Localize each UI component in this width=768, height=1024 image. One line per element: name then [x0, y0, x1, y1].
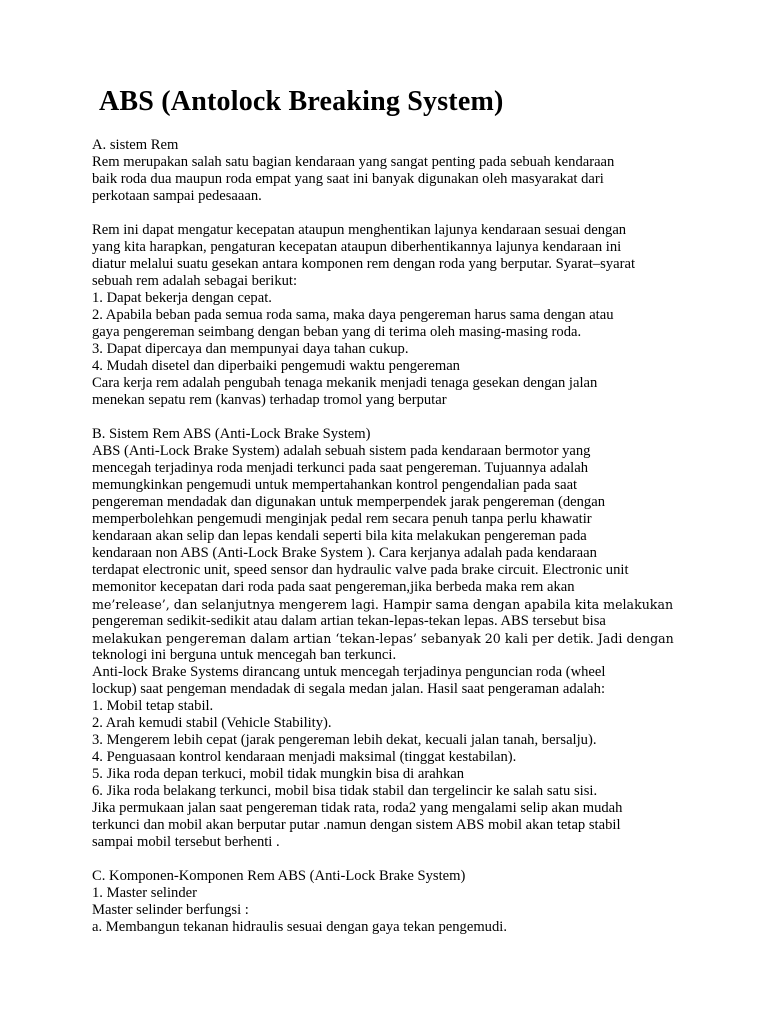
paragraph-line: Jika permukaan jalan saat pengereman tidak rata, roda2 yang mengalami selip akan mudah [92, 800, 623, 816]
list-item: 1. Mobil tetap stabil. [92, 698, 214, 714]
paragraph-line: Cara kerja rem adalah pengubah tenaga mekanik menjadi tenaga gesekan dengan jalan [92, 375, 598, 391]
paragraph-line: sampai mobil tersebut berhenti . [92, 834, 280, 850]
paragraph-line: diatur melalui suatu gesekan antara komponen rem dengan roda yang berputar. Syarat–syarat [92, 256, 636, 272]
list-item: 3. Dapat dipercaya dan mempunyai daya tahan cukup. [92, 341, 409, 357]
list-item: 3. Mengerem lebih cepat (jarak pengereman lebih dekat, kecuali jalan tanah, bersalju). [92, 732, 597, 748]
paragraph-line: lockup) saat pengeman mendadak di segala medan jalan. Hasil saat pengeraman adalah: [92, 681, 606, 697]
paragraph-line: perkotaan sampai pedesaaan. [92, 188, 262, 204]
list-item: 6. Jika roda belakang terkunci, mobil bisa tidak stabil dan tergelincir ke salah satu sisi. [92, 783, 598, 799]
paragraph-line: Master selinder berfungsi : [92, 902, 249, 918]
paragraph-line: pengereman mendadak dan digunakan untuk memperpendek jarak pengereman (dengan [92, 494, 606, 510]
paragraph-line: terdapat electronic unit, speed sensor dan hydraulic valve pada brake circuit. Electronic unit [92, 562, 629, 578]
paragraph-line: ABS (Anti-Lock Brake System) adalah sebuah sistem pada kendaraan bermotor yang [92, 443, 591, 459]
blank-line [92, 205, 712, 222]
list-item: 4. Mudah disetel dan diperbaiki pengemudi waktu pengereman [92, 358, 460, 374]
list-item: 1. Dapat bekerja dengan cepat. [92, 290, 272, 306]
paragraph-line: yang kita harapkan, pengaturan kecepatan ataupun diberhentikannya lajunya kendaraan ini [92, 239, 622, 255]
paragraph-line: memonitor kecepatan dari roda pada saat pengereman,jika berbeda maka rem akan [92, 579, 575, 595]
document-title: ABS (Antolock Breaking System) [99, 86, 504, 117]
paragraph-line: Anti-lock Brake Systems dirancang untuk mencegah terjadinya penguncian roda (wheel [92, 664, 606, 680]
paragraph-line: pengereman sedikit-sedikit atau dalam artian tekan-lepas-tekan lepas. ABS tersebut bisa [92, 613, 606, 629]
blank-line [92, 409, 712, 426]
paragraph-line: me’release’, dan selanjutnya mengerem lagi. Hampir sama dengan apabila kita melakukan [92, 597, 674, 612]
paragraph-line: gaya pengereman seimbang dengan beban yang di terima oleh masing-masing roda. [92, 324, 582, 340]
list-item: 4. Penguasaan kontrol kendaraan menjadi maksimal (tinggat kestabilan). [92, 749, 517, 765]
paragraph-line: terkunci dan mobil akan berputar putar .namun dengan sistem ABS mobil akan tetap stabil [92, 817, 621, 833]
section-heading-a: A. sistem Rem [92, 137, 179, 153]
paragraph-line: mencegah terjadinya roda menjadi terkunci pada saat pengereman. Tujuannya adalah [92, 460, 588, 476]
section-heading-b: B. Sistem Rem ABS (Anti-Lock Brake System) [92, 426, 371, 442]
list-item: a. Membangun tekanan hidraulis sesuai dengan gaya tekan pengemudi. [92, 919, 507, 935]
list-item: 5. Jika roda depan terkuci, mobil tidak mungkin bisa di arahkan [92, 766, 465, 782]
list-item: 2. Apabila beban pada semua roda sama, maka daya pengereman harus sama dengan atau [92, 307, 614, 323]
paragraph-line: memungkinkan pengemudi untuk mempertahankan kontrol pengendalian pada saat [92, 477, 578, 493]
paragraph-line: melakukan pengereman dalam artian ‘tekan-lepas’ sebanyak 20 kali per detik. Jadi dengan [92, 631, 674, 646]
paragraph-line: baik roda dua maupun roda empat yang saat ini banyak digunakan oleh masyarakat dari [92, 171, 604, 187]
section-heading-c: C. Komponen-Komponen Rem ABS (Anti-Lock Brake System) [92, 868, 466, 884]
paragraph-line: teknologi ini berguna untuk mencegah ban terkunci. [92, 647, 397, 663]
list-item: 2. Arah kemudi stabil (Vehicle Stability). [92, 715, 332, 731]
blank-line [92, 851, 712, 868]
list-item: 1. Master selinder [92, 885, 197, 901]
paragraph-line: kendaraan akan selip dan lepas kendali seperti bila kita melakukan pengereman pada [92, 528, 587, 544]
paragraph-line: memperbolehkan pengemudi menginjak pedal rem secara penuh tanpa perlu khawatir [92, 511, 592, 527]
paragraph-line: sebuah rem adalah sebagai berikut: [92, 273, 298, 289]
document-body [92, 137, 712, 936]
paragraph-line: Rem ini dapat mengatur kecepatan ataupun menghentikan lajunya kendaraan sesuai dengan [92, 222, 627, 238]
paragraph-line: kendaraan non ABS (Anti-Lock Brake System ). Cara kerjanya adalah pada kendaraan [92, 545, 597, 561]
paragraph-line: menekan sepatu rem (kanvas) terhadap tromol yang berputar [92, 392, 447, 408]
paragraph-line: Rem merupakan salah satu bagian kendaraan yang sangat penting pada sebuah kendaraan [92, 154, 615, 170]
